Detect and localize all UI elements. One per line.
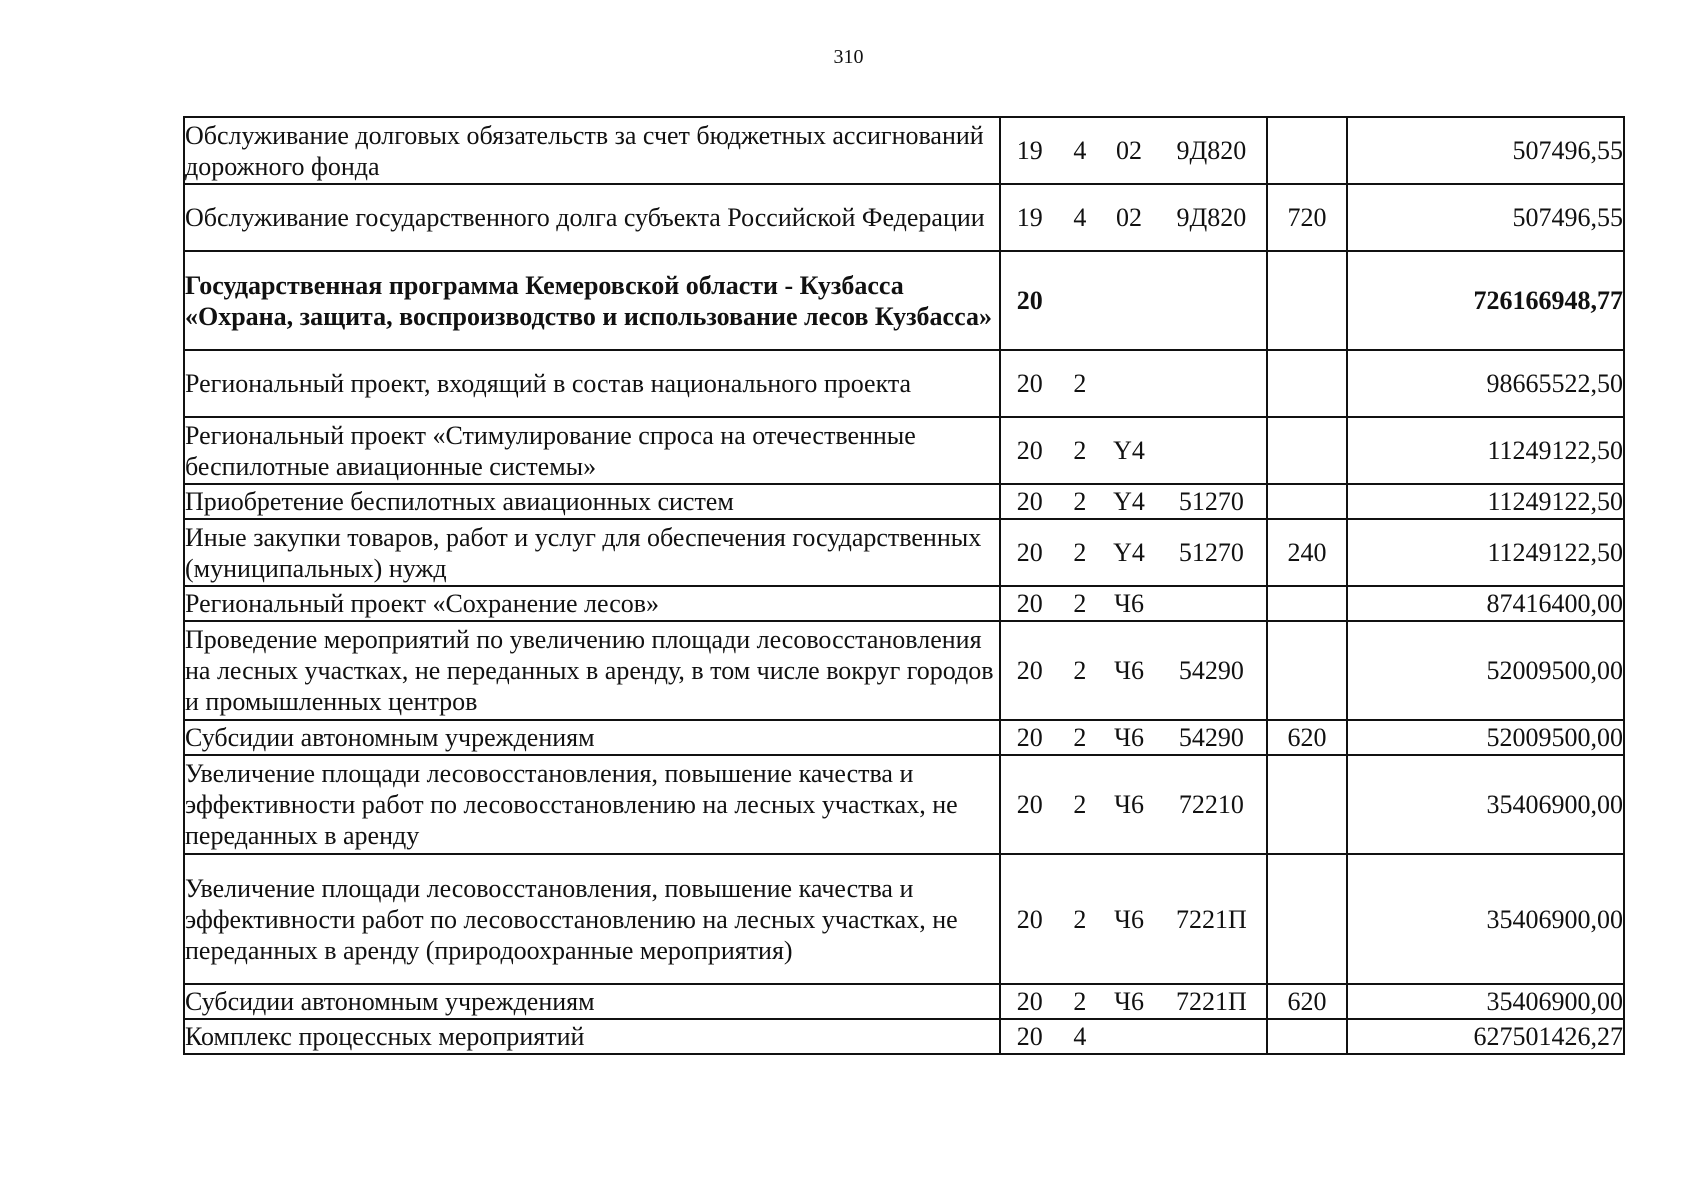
page-number: 310 bbox=[833, 46, 864, 68]
code-direction: 9Д820 bbox=[1176, 136, 1247, 165]
code-subprogram: 2 bbox=[1073, 904, 1087, 934]
table-row bbox=[184, 720, 1624, 755]
row-codes bbox=[1000, 755, 1267, 854]
code-direction: 51270 bbox=[1178, 487, 1244, 516]
code-event: Ч6 bbox=[1114, 723, 1144, 752]
code-direction: 51270 bbox=[1178, 538, 1244, 567]
code-subprogram: 4 bbox=[1073, 203, 1087, 232]
table-row bbox=[184, 854, 1624, 984]
expense-type bbox=[1267, 417, 1347, 484]
row-name: Обслуживание государственного долга субъекта Российской Федерации bbox=[184, 184, 1000, 251]
code-subprogram: 4 bbox=[1073, 1022, 1087, 1051]
row-sum: 507496,55 bbox=[1347, 117, 1624, 184]
table-row bbox=[184, 984, 1624, 1019]
row-name: Региональный проект «Сохранение лесов» bbox=[184, 586, 1000, 621]
row-codes bbox=[1000, 484, 1267, 519]
row-sum: 11249122,50 bbox=[1347, 519, 1624, 586]
code-event: Y4 bbox=[1113, 487, 1145, 516]
row-codes bbox=[1000, 519, 1267, 586]
row-name: Субсидии автономным учреждениям bbox=[184, 984, 1000, 1019]
code-direction: 54290 bbox=[1178, 656, 1244, 685]
code-program: 20 bbox=[1016, 904, 1043, 934]
code-program: 20 bbox=[1016, 538, 1043, 567]
code-event: 02 bbox=[1116, 136, 1143, 165]
row-name: Увеличение площади лесовосстановления, повышение качества и эффективности работ по лесовосстановлению на лесных участках, не переданных в аренду bbox=[184, 755, 1000, 854]
code-event: Ч6 bbox=[1114, 790, 1144, 819]
row-codes bbox=[1000, 586, 1267, 621]
row-name: Проведение мероприятий по увеличению площади лесовосстановления на лесных участках, не переданных в аренду, в том числе вокруг городов и промышленных центров bbox=[184, 621, 1000, 720]
row-codes bbox=[1000, 251, 1267, 350]
table-row bbox=[184, 621, 1624, 720]
code-event: Ч6 bbox=[1114, 987, 1144, 1016]
expense-type bbox=[1267, 251, 1347, 350]
code-program: 20 bbox=[1016, 286, 1043, 315]
row-codes bbox=[1000, 117, 1267, 184]
row-name: Государственная программа Кемеровской области - Кузбасса «Охрана, защита, воспроизводство и использование лесов Кузбасса» bbox=[184, 251, 1000, 350]
expense-type bbox=[1267, 484, 1347, 519]
row-name: Увеличение площади лесовосстановления, повышение качества и эффективности работ по лесовосстановлению на лесных участках, не переданных в аренду (природоохранные мероприятия) bbox=[184, 854, 1000, 984]
expense-type bbox=[1267, 117, 1347, 184]
code-program: 20 bbox=[1016, 369, 1043, 398]
code-subprogram: 2 bbox=[1073, 723, 1087, 752]
code-program: 20 bbox=[1016, 589, 1043, 618]
row-sum: 726166948,77 bbox=[1347, 251, 1624, 350]
table-row bbox=[184, 755, 1624, 854]
row-codes bbox=[1000, 720, 1267, 755]
code-subprogram: 2 bbox=[1073, 589, 1087, 618]
row-name: Иные закупки товаров, работ и услуг для обеспечения государственных (муниципальных) нужд bbox=[184, 519, 1000, 586]
table-row bbox=[184, 519, 1624, 586]
row-sum: 11249122,50 bbox=[1347, 484, 1624, 519]
expense-type bbox=[1267, 350, 1347, 417]
table-row bbox=[184, 350, 1624, 417]
code-subprogram: 4 bbox=[1073, 136, 1087, 165]
row-codes bbox=[1000, 854, 1267, 984]
row-codes bbox=[1000, 621, 1267, 720]
code-program: 19 bbox=[1016, 203, 1043, 232]
code-subprogram: 2 bbox=[1073, 656, 1087, 685]
code-subprogram: 2 bbox=[1073, 436, 1087, 465]
row-sum: 35406900,00 bbox=[1347, 854, 1624, 984]
row-name: Региональный проект, входящий в состав национального проекта bbox=[184, 350, 1000, 417]
row-sum: 35406900,00 bbox=[1347, 755, 1624, 854]
code-program: 20 bbox=[1016, 987, 1043, 1016]
code-event: 02 bbox=[1116, 203, 1143, 232]
expense-type: 620 bbox=[1267, 720, 1347, 755]
table-row bbox=[184, 1019, 1624, 1054]
budget-table bbox=[183, 116, 1625, 1055]
code-event: Y4 bbox=[1113, 538, 1145, 567]
row-sum: 52009500,00 bbox=[1347, 621, 1624, 720]
row-name: Региональный проект «Стимулирование спроса на отечественные беспилотные авиационные системы» bbox=[184, 417, 1000, 484]
table-row bbox=[184, 117, 1624, 184]
table-row bbox=[184, 484, 1624, 519]
code-direction: 7221П bbox=[1176, 987, 1247, 1016]
expense-type: 240 bbox=[1267, 519, 1347, 586]
row-sum: 11249122,50 bbox=[1347, 417, 1624, 484]
code-direction: 7221П bbox=[1176, 904, 1247, 934]
code-direction: 54290 bbox=[1178, 723, 1244, 752]
code-event: Ч6 bbox=[1114, 656, 1144, 685]
expense-type bbox=[1267, 586, 1347, 621]
row-name: Комплекс процессных мероприятий bbox=[184, 1019, 1000, 1054]
code-subprogram: 2 bbox=[1073, 987, 1087, 1016]
row-name: Обслуживание долговых обязательств за счет бюджетных ассигнований дорожного фонда bbox=[184, 117, 1000, 184]
code-program: 20 bbox=[1016, 790, 1043, 819]
row-sum: 98665522,50 bbox=[1347, 350, 1624, 417]
code-program: 20 bbox=[1016, 656, 1043, 685]
code-subprogram: 2 bbox=[1073, 369, 1087, 398]
expense-type bbox=[1267, 755, 1347, 854]
table-row bbox=[184, 251, 1624, 350]
code-event: Y4 bbox=[1113, 436, 1145, 465]
table-row bbox=[184, 417, 1624, 484]
row-codes bbox=[1000, 984, 1267, 1019]
expense-type bbox=[1267, 621, 1347, 720]
code-program: 20 bbox=[1016, 487, 1043, 516]
expense-type: 720 bbox=[1267, 184, 1347, 251]
row-codes bbox=[1000, 1019, 1267, 1054]
row-name: Субсидии автономным учреждениям bbox=[184, 720, 1000, 755]
expense-type bbox=[1267, 854, 1347, 984]
row-name: Приобретение беспилотных авиационных систем bbox=[184, 484, 1000, 519]
table-row bbox=[184, 184, 1624, 251]
code-direction: 72210 bbox=[1178, 790, 1244, 819]
code-program: 20 bbox=[1016, 723, 1043, 752]
code-event: Ч6 bbox=[1114, 904, 1144, 934]
code-program: 19 bbox=[1016, 136, 1043, 165]
code-direction: 9Д820 bbox=[1176, 203, 1247, 232]
table-row bbox=[184, 586, 1624, 621]
row-sum: 507496,55 bbox=[1347, 184, 1624, 251]
row-codes bbox=[1000, 417, 1267, 484]
code-subprogram: 2 bbox=[1073, 487, 1087, 516]
row-codes bbox=[1000, 350, 1267, 417]
code-program: 20 bbox=[1016, 436, 1043, 465]
expense-type: 620 bbox=[1267, 984, 1347, 1019]
code-event: Ч6 bbox=[1114, 589, 1144, 618]
expense-type bbox=[1267, 1019, 1347, 1054]
row-sum: 52009500,00 bbox=[1347, 720, 1624, 755]
row-sum: 627501426,27 bbox=[1347, 1019, 1624, 1054]
code-subprogram: 2 bbox=[1073, 790, 1087, 819]
code-subprogram: 2 bbox=[1073, 538, 1087, 567]
code-program: 20 bbox=[1016, 1022, 1043, 1051]
row-codes bbox=[1000, 184, 1267, 251]
row-sum: 87416400,00 bbox=[1347, 586, 1624, 621]
row-sum: 35406900,00 bbox=[1347, 984, 1624, 1019]
